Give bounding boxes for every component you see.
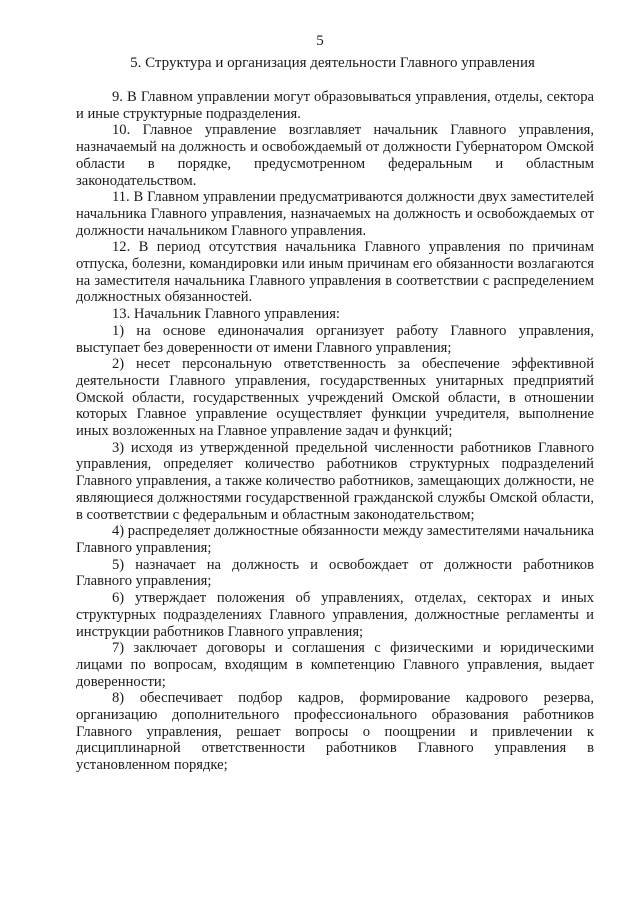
paragraph-11: 11. В Главном управлении предусматриваются должности двух заместителей начальника Главного управления, назначаемых на должность и освобождаемых от должности начальником Главного управления.: [76, 189, 594, 239]
page-number: 5: [316, 33, 324, 49]
list-item-2: 2) несет персональную ответственность за обеспечение эффективной деятельности Главного управления, государственных унитарных предприятий Омской области, государственных учреждений Омской области, в отношении которых Главное управление осуществляет функции учредителя, выполнение иных возложенных на Главное управление задач и функций;: [76, 356, 594, 440]
list-item-5: 5) назначает на должность и освобождает от должности работников Главного управления;: [76, 556, 594, 590]
document-body: [76, 89, 594, 774]
section-heading: 5. Структура и организация деятельности Главного управления: [130, 55, 535, 71]
list-item-4: 4) распределяет должностные обязанности между заместителями начальника Главного управления;: [76, 523, 594, 556]
paragraph-12: 12. В период отсутствия начальника Главного управления по причинам отпуска, болезни, командировки или иным причинам его обязанности возлагаются на заместителя начальника Главного управления в соответствии с распределением должностных обязанностей.: [76, 239, 594, 306]
paragraph-9: 9. В Главном управлении могут образовываться управления, отделы, сектора и иные структурные подразделения.: [76, 89, 594, 122]
list-item-3: 3) исходя из утвержденной предельной численности работников Главного управления, определяет количество работников структурных подразделений Главного управления, а также количество работников, замещающих должности, не являющиеся должностями государственной гражданской службы Омской области, в соответствии с федеральным и областным законодательством;: [76, 439, 594, 523]
list-item-8: 8) обеспечивает подбор кадров, формирование кадрового резерва, организацию дополнительного профессионального образования работников Главного управления, решает вопросы о поощрении и привлечении к дисциплинарной ответственности работников Главного управления в установленном порядке;: [76, 690, 594, 774]
list-item-7: 7) заключает договоры и соглашения с физическими и юридическими лицами по вопросам, входящим в компетенцию Главного управления, выдает доверенности;: [76, 640, 594, 690]
list-item-1: 1) на основе единоначалия организует работу Главного управления, выступает без доверенности от имени Главного управления;: [76, 322, 594, 356]
paragraph-13: 13. Начальник Главного управления:: [112, 306, 340, 323]
list-item-6: 6) утверждает положения об управлениях, отделах, секторах и иных структурных подразделениях Главного управления, должностные регламенты и инструкции работников Главного управления;: [76, 590, 594, 640]
paragraph-10: 10. Главное управление возглавляет начальник Главного управления, назначаемый на должность и освобождаемый от должности Губернатором Омской области в порядке, предусмотренном федеральным и областным законодательством.: [76, 122, 594, 189]
